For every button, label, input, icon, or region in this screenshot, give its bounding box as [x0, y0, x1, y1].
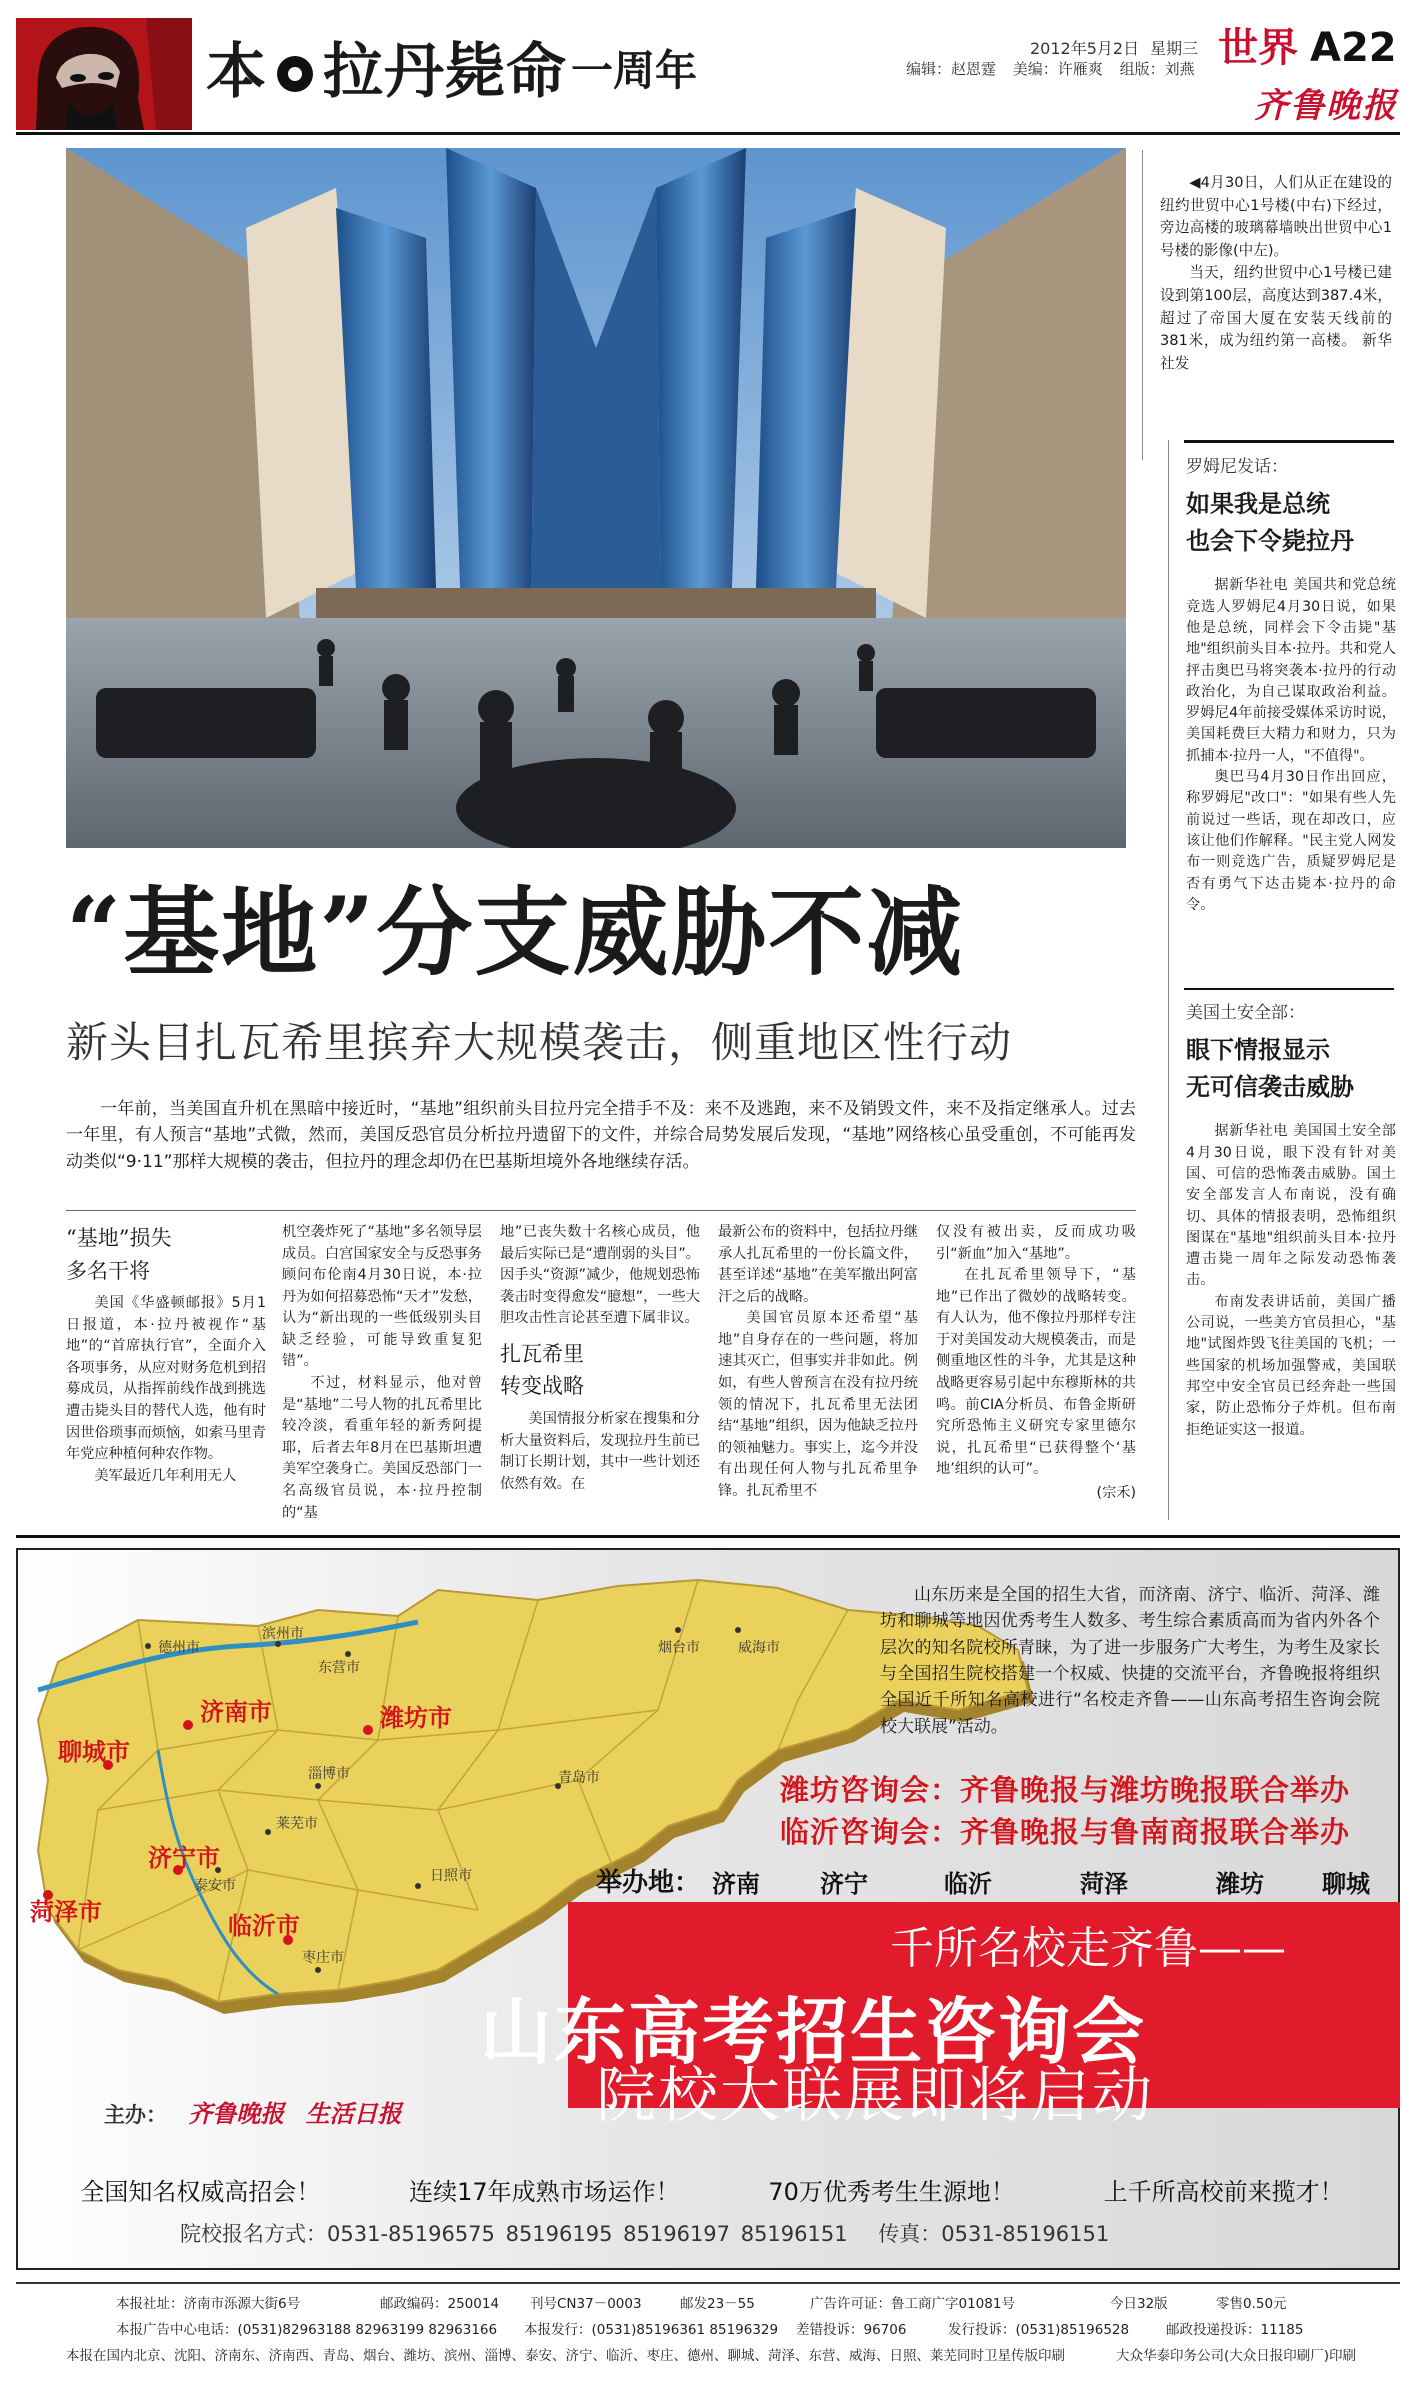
ad-title: 山东高考招生咨询会 — [480, 1990, 1147, 2074]
romney-p1: 据新华社电 美国共和党总统竞选人罗姆尼4月30日说，如果他是总统，同样会下令击毙"基地"组织前头目本·拉丹。共和党人抨击奥巴马将突袭本·拉丹的行动政治化，为自己谋取政治利益。罗姆尼4年前接受媒体采访时说，美国耗费巨大精力和财力，只为抓捕本·拉丹一人，"不值得"。 — [1186, 577, 1396, 764]
host-city-heze: 菏泽 — [1080, 1869, 1128, 1898]
ad-subtitle: 院校大联展即将启动 — [596, 2061, 1154, 2131]
bin-laden-portrait — [16, 18, 192, 130]
map-label-jinan: 济南市 — [200, 1697, 272, 1726]
reg-label: 院校报名方式： — [180, 2222, 327, 2246]
feature-2: 连续17年成熟市场运作！ — [409, 2178, 680, 2206]
subhead-2-line-1: 扎瓦希里 — [500, 1341, 584, 1366]
map-label-heze: 菏泽市 — [30, 1897, 102, 1926]
article-col-4 — [718, 1222, 918, 1503]
ad-features — [36, 2172, 1388, 2207]
dhs-p1: 据新华社电 美国国土安全部4月30日说，眼下没有针对美国、可信的恐怖袭击威胁。国土安全部发言人布南说，没有确切、具体的情报表明，恐怖组织图谋在"基地"组织前头目本·拉丹遭击毙一周年之际发动恐怖袭击。 — [1186, 1123, 1396, 1289]
organizer-shenghuo: 生活日报 — [305, 2099, 402, 2128]
footer-dist-complaint: 发行投诉：(0531)85196528 — [948, 2322, 1130, 2338]
romney-body — [1186, 575, 1396, 916]
col5-p2: 在扎瓦希里领导下，“基地”已作出了微妙的战略转变。有人认为，他不像拉丹那样专注于对美国发动大规模袭击，而是侧重地区性的斗争，尤其是这种战略更容易引起中东穆斯林的共鸣。前CIA分析员、布鲁金斯研究所恐怖主义研究专家里德尔说，扎瓦希里“已获得整个‘基地’组织的认可”。 — [936, 1267, 1136, 1478]
fax-label: 传真： — [878, 2222, 942, 2246]
fax-number: 0531-85196151 — [941, 2222, 1110, 2246]
caption-p1: ◀4月30日，人们从正在建设的纽约世贸中心1号楼(中右)下经过，旁边高楼的玻璃幕墙映出世贸中心1号楼的影像(中左)。 — [1160, 174, 1392, 259]
dhs-story — [1186, 998, 1396, 1441]
headline: “基地”分支威胁不减 — [66, 876, 965, 989]
map-label-zaozhuang: 枣庄市 — [302, 1950, 344, 1966]
romney-p2: 奥巴马4月30日作出回应，称罗姆尼"改口"："如果有些人先前说过一些话，现在却改口，应该让他们作解释。"民主党人网发布一则竞选广告，质疑罗姆尼是否有勇气下达击毙本·拉丹的命令。 — [1186, 769, 1396, 913]
staff-credits — [906, 58, 1207, 79]
footer-rule — [16, 2282, 1400, 2284]
romney-head-2: 也会下令毙拉丹 — [1186, 526, 1354, 556]
article-col-1 — [66, 1222, 266, 1487]
series-right: 拉丹毙命 — [323, 37, 567, 107]
ad-intro-text: 山东历来是全国的招生大省，而济南、济宁、临沂、菏泽、潍坊和聊城等地因优秀考生人数多、考生综合素质高而为省内外各个层次的知名院校所青睐，为了进一步服务广大考生，为考生及家长与全国招生院校搭建一个权威、快捷的交流平台，齐鲁晚报将组织全国近千所知名高校进行“名校走齐鲁——山东高考招生咨询会院校大联展”活动。 — [880, 1585, 1380, 1737]
article-bottom-rule — [16, 1535, 1400, 1538]
caption-p2: 当天，纽约世贸中心1号楼已建设到第100层，高度达到387.4米，超过了帝国大厦在安装天线前的381米，成为纽约第一高楼。 新华社发 — [1160, 264, 1392, 372]
host-city-jining: 济宁 — [820, 1869, 868, 1898]
section-name: 世界 — [1218, 24, 1298, 71]
romney-kicker: 罗姆尼发话： — [1186, 457, 1288, 477]
photo-caption — [1160, 172, 1392, 375]
caption-divider — [1142, 150, 1143, 460]
organizer-qilu: 齐鲁晚报 — [188, 2099, 285, 2128]
ad-registration — [180, 2218, 1109, 2248]
footer-issn: 刊号CN37－0003 — [530, 2296, 642, 2312]
host-city-weifang: 潍坊 — [1216, 1869, 1264, 1898]
col1-p2: 美军最近几年利用无人 — [94, 1467, 237, 1484]
series-suffix: 一周年 — [571, 46, 698, 95]
map-label-weifang: 潍坊市 — [380, 1703, 452, 1732]
footer-ad-license: 广告许可证：鲁工商广字01081号 — [810, 2296, 1015, 2312]
col1-p1: 美国《华盛顿邮报》5月1日报道，本·拉丹被视作“基地”的“首席执行官”，全面介入各项事务，从应对财务危机到招募成员，从指挥前线作战到挑选遭击毙头目的替代人选，他有时因世俗琐事而烦恼，如索马里青年党应种植何种农作物。 — [66, 1295, 266, 1463]
subhead-1-line-1: “基地”损失 — [66, 1226, 172, 1250]
lead-text: 一年前，当美国直升机在黑暗中接近时，“基地”组织前头目拉丹完全措手不及：来不及逃跑，来不及销毁文件，来不及指定继承人。过去一年里，有人预言“基地”式微，然而，美国反恐官员分析拉丹遗留下的文件，并综合局势发展后发现，“基地”网络核心虽受重创，不可能再发动类似“9·11”那样大规模的袭击，但拉丹的理念却仍在巴基斯坦境外各地继续存活。 — [66, 1099, 1136, 1172]
subheadline: 新头目扎瓦希里摈弃大规模袭击，侧重地区性行动 — [66, 1018, 1013, 1067]
editor: 编辑：赵恩霆 — [906, 60, 997, 78]
sidebar-divider — [1168, 440, 1169, 1520]
feature-3: 70万优秀考生生源地！ — [768, 2178, 1015, 2206]
crosshair-icon — [277, 56, 313, 92]
ad-intro — [880, 1582, 1380, 1740]
subhead-1-line-2: 多名干将 — [66, 1258, 150, 1283]
host-cities-label: 举办地： — [596, 1868, 701, 1898]
footer-print-sites: 本报在国内北京、沈阳、济南东、济南西、青岛、烟台、潍坊、滨州、淄博、泰安、济宁、临沂、枣庄、德州、聊城、菏泽、东营、威海、日照、莱芜同时卫星传版印刷 — [66, 2348, 1065, 2364]
col5-p1: 仅没有被出卖，反而成功吸引“新血”加入“基地”。 — [936, 1224, 1136, 1262]
map-label-taian: 泰安市 — [194, 1878, 236, 1894]
lead-rule — [66, 1210, 1136, 1211]
footer-postal-complaint: 邮政投递投诉：11185 — [1166, 2322, 1304, 2338]
sidebar-mid-rule — [1184, 988, 1394, 990]
series-title — [206, 22, 698, 107]
organizer-label: 主办： — [104, 2103, 167, 2127]
col4-p2: 美国官员原本还希望“基地”自身存在的一些问题，将加速其灭亡，但事实并非如此。例如，有些人曾预言在没有拉丹统领的情况下，扎瓦希里无法团结“基地”组织，因为他缺乏拉丹的领袖魅力。事实上，迄今并没有出现任何人物与扎瓦希里争锋。扎瓦希里不 — [718, 1310, 918, 1499]
feature-4: 上千所高校前来揽才！ — [1103, 2178, 1344, 2206]
dhs-body — [1186, 1121, 1396, 1440]
col4-p1: 最新公布的资料中，包括拉丹继承人扎瓦希里的一份长篇文件，甚至详述“基地”在美军撤出阿富汗之后的战略。 — [718, 1224, 918, 1305]
reg-phones: 0531-85196575 85196195 85196197 85196151 — [327, 2222, 848, 2246]
article-col-2 — [282, 1222, 482, 1524]
col2-p1: 机空袭炸死了“基地”多名领导层成员。白宫国家安全与反恐事务顾问布伦南4月30日说，本·拉丹为如何招募恐怖“天才”发愁，认为“新出现的一些低级别头目缺乏经验，可能导致重复犯错”。 — [282, 1224, 482, 1370]
map-label-weihai: 威海市 — [738, 1640, 780, 1656]
romney-head-1: 如果我是总统 — [1186, 489, 1330, 518]
footer-page-count: 今日32版 — [1110, 2296, 1168, 2312]
lead-paragraph — [66, 1096, 1136, 1175]
footer-address: 本报社址：济南市泺源大街6号 — [116, 2296, 301, 2312]
issue-date: 2012年5月2日 星期三 — [1030, 39, 1199, 58]
header-rule — [16, 132, 1400, 135]
subhead-2-line-2: 转变战略 — [500, 1374, 584, 1399]
masthead-logo: 齐鲁晚报 — [1254, 86, 1398, 126]
map-label-rizhao: 日照市 — [430, 1868, 472, 1884]
footer-errata: 差错投诉：96706 — [796, 2322, 907, 2338]
map-label-binzhou: 滨州市 — [262, 1626, 304, 1642]
map-label-zibo: 淄博市 — [308, 1766, 350, 1782]
map-label-dongying: 东营市 — [318, 1660, 360, 1676]
feature-1: 全国知名权威高招会！ — [80, 2178, 321, 2206]
map-label-linyi: 临沂市 — [228, 1911, 300, 1940]
ad-slogan: 千所名校走齐鲁—— — [890, 1923, 1286, 1974]
romney-story — [1186, 452, 1396, 916]
dhs-kicker: 美国土安全部： — [1186, 1003, 1305, 1023]
map-label-qingdao: 青岛市 — [558, 1770, 600, 1786]
map-label-jining: 济宁市 — [148, 1843, 220, 1872]
col3-p1: 地”已丧失数十名核心成员，他最后实际已是“遭削弱的头目”。因手头“资源”减少，他规划恐怖袭击时变得愈发“臆想”，一些大胆攻击性言论甚至遭下属非议。 — [500, 1224, 700, 1327]
fair-linyi: 临沂咨询会：齐鲁晚报与鲁南商报联合举办 — [780, 1815, 1351, 1849]
footer-postcode: 邮政编码：250014 — [380, 2296, 500, 2312]
footer-price: 零售0.50元 — [1216, 2296, 1287, 2312]
footer-distribution: 本报发行：(0531)85196361 85196329 — [524, 2322, 779, 2338]
series-left: 本 — [206, 37, 267, 107]
map-label-dezhou: 德州市 — [158, 1640, 200, 1656]
article-col-3 — [500, 1222, 700, 1495]
map-label-laiwu: 莱芜市 — [276, 1816, 318, 1832]
host-city-jinan: 济南 — [712, 1869, 760, 1898]
proofreader: 组版：刘燕 — [1119, 60, 1195, 78]
page-number: A22 — [1310, 25, 1397, 71]
article-col-5 — [936, 1222, 1136, 1505]
footer-ad-phone: 本报广告中心电话：(0531)82963188 82963199 82963166 — [116, 2322, 498, 2338]
wtc-photo — [66, 148, 1126, 848]
designer: 美编：许雁爽 — [1012, 60, 1103, 78]
sidebar-top-rule — [1184, 440, 1394, 443]
host-city-linyi: 临沂 — [944, 1869, 992, 1898]
fair-weifang: 潍坊咨询会：齐鲁晚报与潍坊晚报联合举办 — [780, 1773, 1351, 1807]
footer-printer: 大众华泰印务公司(大众日报印刷厂)印刷 — [1116, 2348, 1357, 2364]
col2-p2: 不过，材料显示，他对曾是“基地”二号人物的扎瓦希里比较冷淡，看重年轻的新秀阿提耶，后者去年8月在巴基斯坦遭美军空袭身亡。美国反恐部门一名高级官员说，本·拉丹控制的“基 — [282, 1375, 482, 1521]
footer-postal: 邮发23－55 — [680, 2296, 755, 2312]
host-city-liaocheng: 聊城 — [1322, 1869, 1370, 1898]
byline: (宗禾) — [1096, 1484, 1136, 1501]
map-label-liaocheng: 聊城市 — [58, 1737, 130, 1766]
dhs-head-1: 眼下情报显示 — [1186, 1035, 1330, 1064]
col3-p2: 美国情报分析家在搜集和分析大量资料后，发现拉丹生前已制订长期计划，其中一些计划还依然有效。在 — [500, 1410, 700, 1492]
dhs-p2: 布南发表讲话前，美国广播公司说，一些美方官员担心，"基地"试图炸毁飞往美国的飞机；一些国家的机场加强警戒，美国联邦空中安全官员已经奔赴一些国家，防止恐怖分子炸机。但布南拒绝证实这一报道。 — [1186, 1293, 1396, 1438]
map-label-yantai: 烟台市 — [658, 1640, 700, 1656]
ad-organizers — [104, 2094, 402, 2129]
dhs-head-2: 无可信袭击威胁 — [1186, 1072, 1354, 1102]
